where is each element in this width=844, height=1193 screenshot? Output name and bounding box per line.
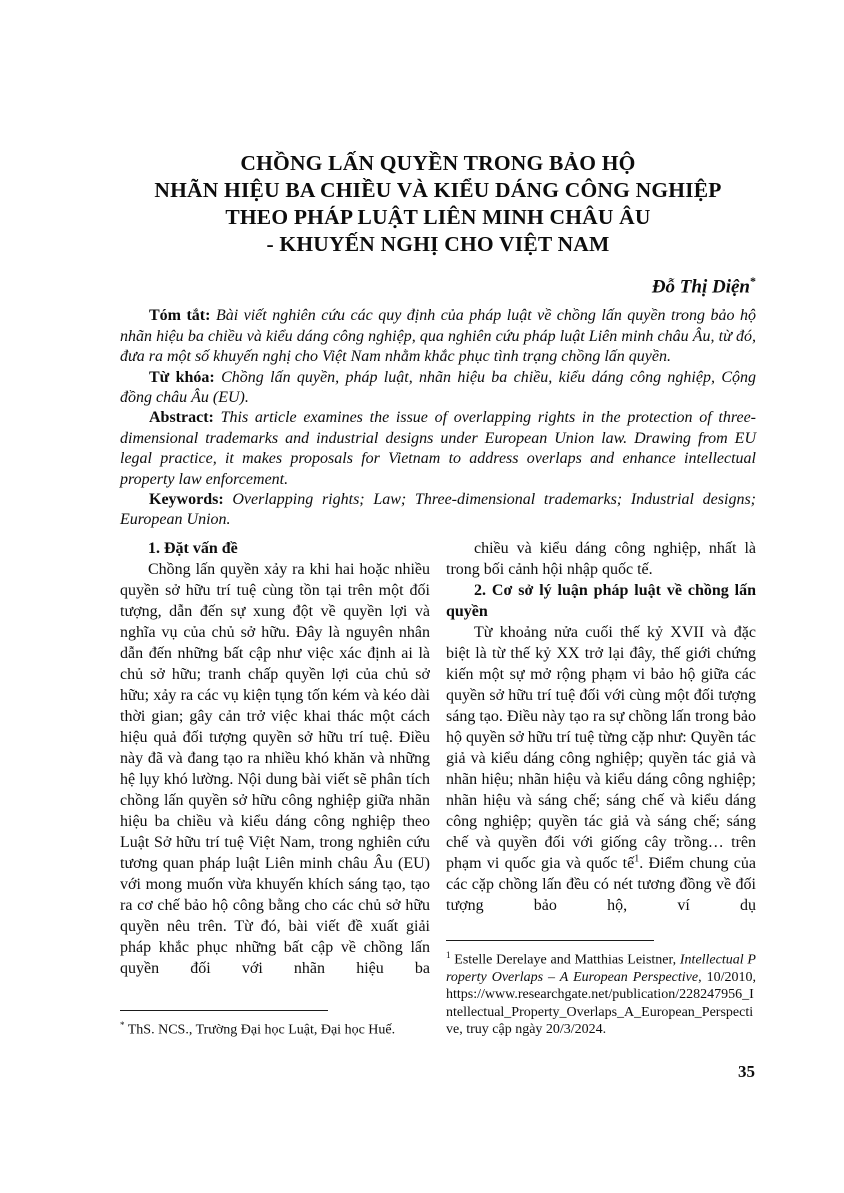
abstract-paragraph (120, 408, 756, 490)
two-column-body (120, 538, 756, 1039)
footnote-rule (446, 940, 654, 941)
tu-khoa-paragraph (120, 368, 756, 409)
author-footnote-text (120, 1017, 430, 1039)
section-heading-1: 1. Đặt vấn đề (148, 539, 238, 557)
tu-khoa-label: Từ khóa: (149, 368, 215, 386)
footnote-citation-source: , 10/2010, https://www.researchgate.net/publication/228247956_Intellectual_Property_Overlaps_A_European_Perspective, truy cập ngày 20/3/2024. (446, 969, 756, 1038)
keywords-text: Overlapping rights; Law; Three-dimensional trademarks; Industrial designs; European Union. (120, 490, 756, 529)
section-heading-2: 2. Cơ sở lý luận pháp luật về chồng lấn quyền (446, 581, 756, 620)
right-column (446, 538, 756, 1039)
author-name: Đỗ Thị Diện (651, 276, 750, 298)
author-footnote-marker: * (750, 274, 756, 288)
author-line (120, 269, 756, 299)
page-content (120, 0, 756, 1039)
author-footnote (120, 1010, 430, 1039)
page-number: 35 (738, 1062, 755, 1081)
keywords-label: Keywords: (149, 490, 224, 508)
paragraph-text: . Điểm chung của các cặp chồng lấn đều có nét tương đồng về đối tượng bảo hộ, ví dụ (446, 854, 756, 914)
reference-footnote (446, 940, 756, 1039)
body-paragraph (446, 622, 756, 916)
tu-khoa-text: Chồng lấn quyền, pháp luật, nhãn hiệu ba chiều, kiểu dáng công nghiệp, Cộng đồng châu Âu (EU). (120, 368, 756, 406)
footnote-text: ThS. NCS., Trường Đại học Luật, Đại học Huế. (124, 1022, 396, 1038)
footnote-marker: * (120, 1019, 125, 1030)
front-matter (120, 306, 756, 530)
tom-tat-paragraph (120, 306, 756, 367)
paragraph-text: Từ khoảng nửa cuối thế kỷ XVII và đặc biệt là từ thế kỷ XX trở lại đây, thế giới chứng kiến một sự mở rộng phạm vi bảo hộ giữa các quyền sở hữu trí tuệ đối với cùng một đối tượng sáng tạo. Điều này tạo ra sự chồng lấn trong bảo hộ quyền sở hữu trí tuệ từng cặp như: Quyền tác giả và kiểu dáng công nghiệp; quyền tác giả và nhãn hiệu; nhãn hiệu và kiểu dáng công nghiệp; nhãn hiệu và sáng chế; sáng chế và kiểu dáng công nghiệp; quyền tác giả và sáng chế; sáng chế và quyền đối với giống cây trồng… trên phạm vi quốc gia và quốc tế (446, 623, 756, 872)
body-paragraph: chiều và kiểu dáng công nghiệp, nhất là trong bối cảnh hội nhập quốc tế. (446, 539, 756, 578)
footnote-citation-authors: Estelle Derelaye and Matthias Leistner, (450, 952, 680, 968)
article-title-line: NHÃN HIỆU BA CHIỀU VÀ KIỂU DÁNG CÔNG NGHIỆP (154, 178, 722, 202)
article-title (120, 150, 756, 258)
left-column (120, 538, 430, 1039)
tom-tat-text: Bài viết nghiên cứu các quy định của pháp luật về chồng lấn quyền trong bảo hộ nhãn hiệu ba chiều và kiểu dáng công nghiệp, qua nghiên cứu pháp luật Liên minh châu Âu, từ đó, đưa ra một số khuyến nghị cho Việt Nam nhằm khắc phục tình trạng chồng lấn quyền. (120, 307, 757, 366)
body-paragraph: Chồng lấn quyền xảy ra khi hai hoặc nhiều quyền sở hữu trí tuệ cùng tồn tại trên một đối tượng, dẫn đến sự xung đột về quyền lợi và nghĩa vụ của chủ sở hữu. Đây là nguyên nhân dẫn đến những bất cập như việc xác định ai là chủ sở hữu; tranh chấp quyền lợi của chủ sở hữu; xảy ra các vụ kiện tụng tốn kém và kéo dài thời gian; gây cản trở việc khai thác một cách hiệu quả đối tượng quyền sở hữu trí tuệ. Điều này đã và đang tạo ra nhiều khó khăn và những hệ lụy khó lường. Nội dung bài viết sẽ phân tích chồng lấn quyền sở hữu công nghiệp giữa nhãn hiệu ba chiều và kiểu dáng công nghiệp theo Luật Sở hữu trí tuệ Việt Nam, trong nghiên cứu tương quan pháp luật Liên minh châu Âu (EU) với mong muốn vừa khuyến khích sáng tạo, tạo ra cơ chế bảo hộ công bằng cho các chủ sở hữu quyền nêu trên. Từ đó, bài viết đề xuất giải pháp khắc phục những bất cập về chồng lấn quyền đối với nhãn hiệu ba (120, 560, 430, 977)
footnote-citation-title: Intellectual Property Overlaps – A European Perspective (446, 952, 756, 985)
tom-tat-label: Tóm tắt: (149, 307, 211, 325)
footnote-rule (120, 1010, 328, 1011)
keywords-paragraph (120, 490, 756, 531)
article-title-line: THEO PHÁP LUẬT LIÊN MINH CHÂU ÂU (225, 205, 651, 229)
footnote-reference-1: 1 (634, 853, 640, 865)
abstract-label: Abstract: (149, 409, 214, 427)
footnote-marker: 1 (446, 949, 451, 960)
article-title-line: CHỒNG LẤN QUYỀN TRONG BẢO HỘ (240, 151, 636, 175)
article-title-line: - KHUYẾN NGHỊ CHO VIỆT NAM (266, 232, 610, 256)
abstract-text: This article examines the issue of overlapping rights in the protection of three-dimensional trademarks and industrial designs under European Union law. Drawing from EU legal practice, it makes proposals for Vietnam to address overlaps and enhance intellectual property law enforcement. (120, 409, 756, 488)
reference-footnote-text (446, 947, 756, 1039)
